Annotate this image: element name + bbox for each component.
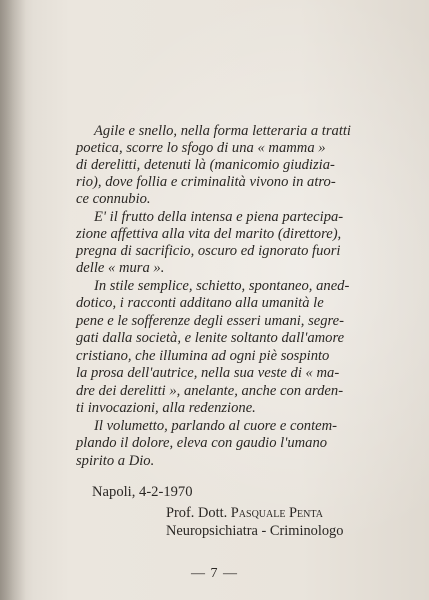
- author-line: [166, 505, 343, 523]
- text-line: Il volumetto, parlando al cuore e contem-: [94, 418, 338, 434]
- text-line: dre dei derelitti », anelante, anche con arden-: [76, 383, 344, 399]
- text-line: Agile e snello, nella forma letteraria a tratti: [94, 123, 351, 139]
- author-title: Prof. Dott.: [166, 505, 228, 521]
- author-role: Neuropsichiatra - Criminologo: [166, 522, 344, 539]
- text-line: ce connubio.: [76, 191, 151, 207]
- text-line: ti invocazioni, alla redenzione.: [76, 400, 256, 416]
- text-line: zione affettiva alla vita del marito (direttore),: [76, 226, 342, 242]
- text-line: la prosa dell'autrice, nella sua veste di « ma-: [76, 365, 340, 381]
- text-line: rio), dove follia e criminalità vivono in atro-: [76, 174, 336, 190]
- text-line: gati dalla società, e lenite soltanto dall'amore: [76, 330, 345, 346]
- binding-shadow: [0, 0, 26, 600]
- text-line: pene e le sofferenze degli esseri umani, segre-: [76, 313, 345, 329]
- signature-block: [166, 505, 343, 540]
- text-line: spirito a Dio.: [76, 453, 155, 469]
- text-line: poetica, scorre lo sfogo di una « mamma »: [76, 140, 326, 156]
- text-line: In stile semplice, schietto, spontaneo, aned-: [94, 278, 350, 294]
- text-line: di derelitti, detenuti là (manicomio giudizia-: [76, 157, 335, 173]
- text-line: delle « mura ».: [76, 260, 165, 276]
- text-line: dotico, i racconti additano alla umanità le: [76, 295, 324, 311]
- author-name: Pasquale Penta: [230, 505, 323, 521]
- page-number: — 7 —: [191, 566, 238, 581]
- text-line: cristiano, che illumina ad ogni piè sospinto: [76, 348, 330, 364]
- text-line: plando il dolore, eleva con gaudio l'umano: [76, 435, 328, 451]
- text-line: E' il frutto della intensa e piena partecipa-: [94, 209, 344, 225]
- place-date: Napoli, 4-2-1970: [92, 484, 193, 500]
- text-line: pregna di sacrificio, oscuro ed ignorato fuori: [76, 243, 341, 259]
